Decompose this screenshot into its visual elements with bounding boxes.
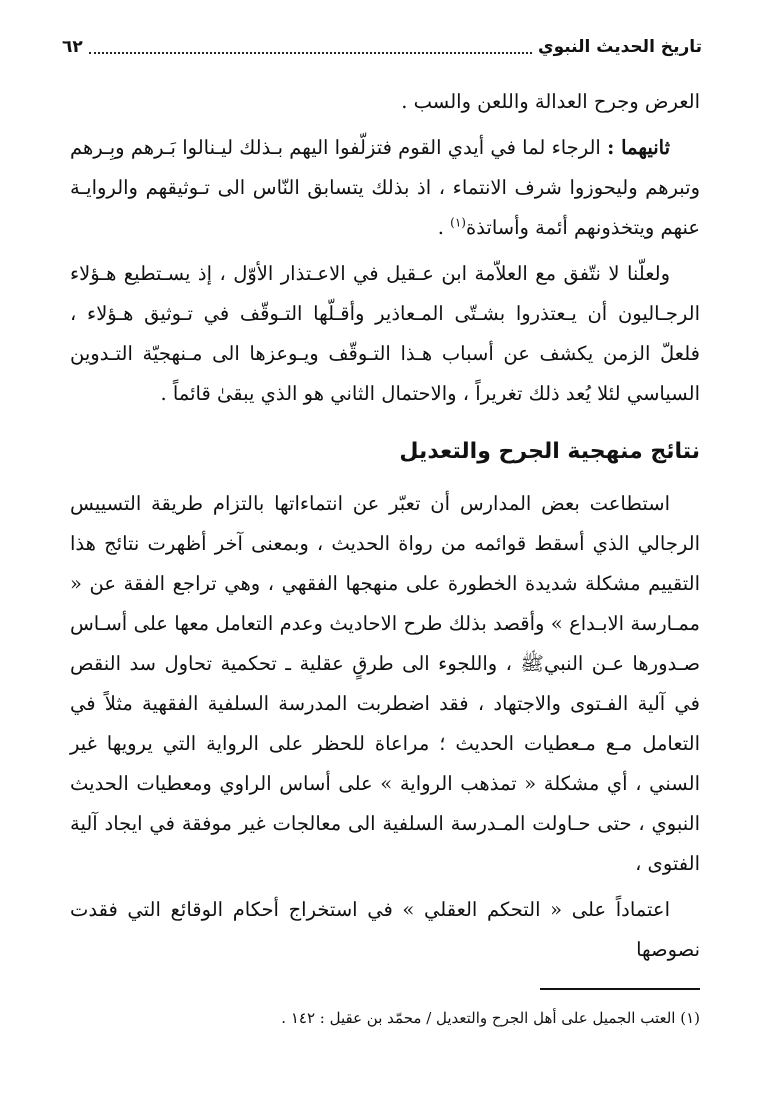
section-heading: نتائج منهجية الجرح والتعديل [399,439,700,464]
paragraph-2-lead: ثانيهما : [607,136,671,159]
paragraph-2 [70,128,700,248]
footnote: (١) العتب الجميل على أهل الجرح والتعديل / محمّد بن عقيل : ١٤٢ . [281,1009,700,1027]
footnote-divider [540,988,700,990]
page-header [58,30,706,64]
paragraph-2-end: . [437,216,451,239]
footnote-reference[interactable]: (١) [450,215,466,230]
paragraph-3: ولعلّنا لا نتّفق مع العلاّمة ابن عـقيل في الاعـتذار الأوّل ، إذ يسـتطيع هـؤلاء الرجـاليون أن يـعتذروا بشـتّى المـعاذير وأقـلّها التـوقّف في تـوثيق هـؤلاء ، فلعلّ الزمن يكشف عن أسباب هـذا التـوقّف ويـوعزها الى مـنهجيّة التـدوين السياسي لئلا يُعد ذلك تغريراً ، والاحتمال الثاني هو الذي يبقىٰ قائماً . [70,262,700,405]
paragraph-4: استطاعت بعض المدارس أن تعبّر عن انتماءاتها بالتزام طريقة التسييس الرجالي الذي أسقط قوائمه من رواة الحديث ، وبمعنى آخر أظهرت نتائج هذا التقييم مشكلة شديدة الخطورة على منهجها الفقهي ، وهي تراجع الفقة عن « ممـارسة الابـداع » وأقصد بذلك طرح الاحاديث وعدم التعامل معها على أسـاس صـدورها عـن النبيﷺ ، واللجوء الى طرقٍ عقلية ـ تحكمية تحاول سد النقص في آلية الفـتوى والاجتهاد ، فقد اضطربت المدرسة السلفية الفقهية مثلاً في التعامل مـع مـعطيات الحديث ؛ مراعاة للحظر على الرواية التي يرويها غير السني ، أي مشكلة « تمذهب الرواية » على أساس الراوي ومعطيات الحديث النبوي ، حتى حـاولت المـدرسة السلفية الى معالجات غير موفقة في ايجاد آلية الفتوى ، [70,492,700,875]
paragraph-1: العرض وجرح العدالة واللعن والسب . [401,90,700,113]
paragraph-2-text: الرجاء لما في أيدي القوم فتزلّفوا اليهم بـذلك ليـنالوا بَـرهم وبِـرهم وتبرهم وليحوزوا شرف الانتماء ، اذ بذلك يتسابق النّاس الى تـوثيقهم والروايـة عنهم ويتخذونهم أئمة وأساتذة [70,136,700,239]
leader-dots [89,40,532,54]
page-body [70,82,700,976]
page-number: ٦٢ [62,37,83,57]
running-title: تاريخ الحديث النبوي [537,37,702,57]
paragraph-5: اعتماداً على « التحكم العقلي » في استخراج أحكام الوقائع التي فقدت نصوصها [70,898,700,961]
